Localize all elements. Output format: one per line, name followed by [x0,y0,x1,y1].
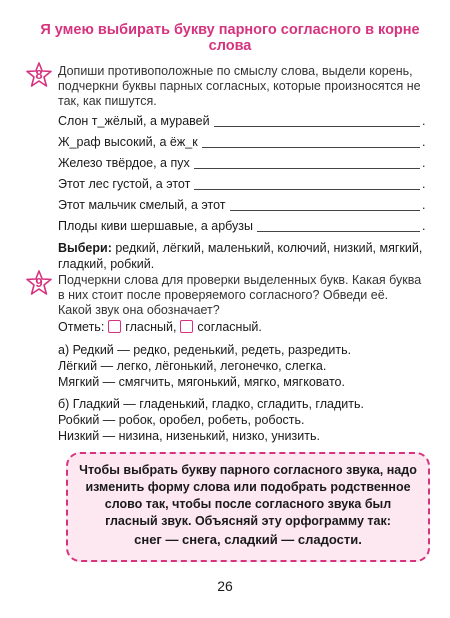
page-number: 26 [217,578,233,594]
exercise-8-line: Слон т_жёлый, а муравей . [58,114,426,128]
answer-blank[interactable] [214,125,420,127]
exercise-8-line: Этот мальчик смелый, а этот . [58,198,426,212]
word-group-line: а) Редкий — редко, реденький, редеть, разредить. [58,343,352,357]
rule-example: снег — снега, сладкий — сладости. [134,532,362,547]
exercise-8-instruction: Допиши противоположные по смыслу слова, выдели корень, подчеркни буквы парных согласных, которые произносятся не так, как пишутся. [58,64,421,108]
word-group-line: б) Гладкий — гладенький, гладко, сгладить, гладить. [58,397,364,411]
consonant-checkbox[interactable] [180,320,193,333]
answer-blank[interactable] [257,230,420,232]
rule-box [66,452,430,562]
rule-text: Чтобы выбрать букву парного согласного звука, надо изменить форму слова или подобрать родственное слово так, чтобы после согласного звука был гласный звук. Объясняй эту орфограмму так: [79,463,417,528]
word-group-line: Мягкий — смягчить, мягонький, мягко, мягковато. [58,375,345,389]
exercise-8-number: 8 [35,67,43,82]
exercise-8-star-icon [26,62,52,88]
word-group-line: Лёгкий — легко, лёгонький, легонечко, слегка. [58,359,327,373]
exercise-8-line: Плоды киви шершавые, а арбузы . [58,219,426,233]
consonant-option-label: согласный. [197,320,262,334]
word-group-line: Низкий — низина, низенький, низко, унизить. [58,429,320,443]
exercise-8-line: Железо твёрдое, а пух . [58,156,426,170]
answer-blank[interactable] [230,209,421,211]
word-bank-label: Выбери: [58,241,112,255]
exercise-8-line: Ж_раф высокий, а ёж_к . [58,135,426,149]
exercise-9-star-icon [26,270,52,296]
exercise-8-line: Этот лес густой, а этот . [58,177,426,191]
answer-blank[interactable] [194,188,420,190]
word-group-line: Робкий — робок, оробел, робеть, робость. [58,413,305,427]
answer-blank[interactable] [202,146,420,148]
vowel-checkbox[interactable] [108,320,121,333]
lesson-title: Я умею выбирать букву парного согласного в корне слова [40,22,420,54]
exercise-9-number: 9 [35,275,43,290]
answer-options [58,319,428,335]
word-bank [58,240,423,272]
vowel-option-label: гласный, [125,320,177,334]
exercise-9-instruction: Подчеркни слова для проверки выделенных букв. Какая буква в них стоит после проверяемого согласного? Обведи её. Какой звук она обозначает? [58,273,422,317]
mark-label: Отметь: [58,320,105,334]
answer-blank[interactable] [194,167,420,169]
word-bank-words: редкий, лёгкий, маленький, колючий, низкий, мягкий, гладкий, робкий. [58,241,423,271]
